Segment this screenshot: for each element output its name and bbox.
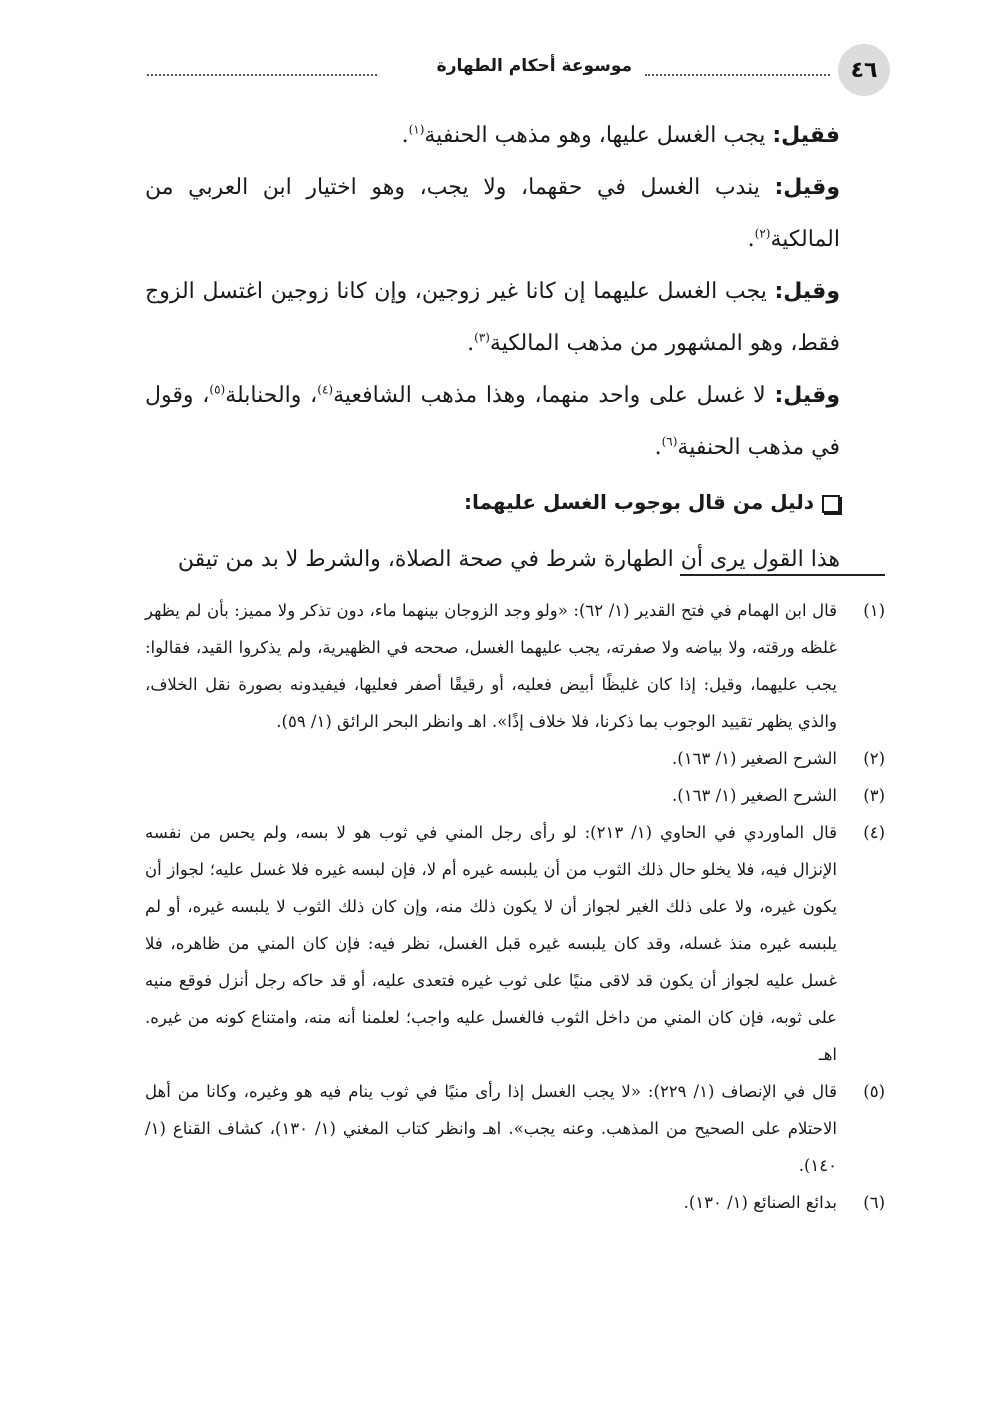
footnote-text: الشرح الصغير (١/ ١٦٣). — [672, 749, 837, 768]
footnote-text: قال في الإنصاف (١/ ٢٢٩): «لا يجب الغسل إذا رأى منيًا في ثوب ينام فيه هو وغيره، وكانا من أهل الاحتلام على الصحيح من المذهب. وعنه يجب». اهـ وانظر كتاب المغني (١/ ١٣٠)، كشاف القناع (١/ ١٤٠). — [145, 1082, 837, 1175]
paragraph-tail: . — [401, 123, 409, 148]
paragraph-text: لا غسل على واحد منهما، وهذا مذهب الشافعية — [333, 383, 775, 408]
footnote-number: (٢) — [863, 749, 885, 768]
footnote-text: قال ابن الهمام في فتح القدير (١/ ٦٢): «ولو وجد الزوجان بينهما ماء، دون تذكر ولا مميز: بأن لم يظهر غلظه ورقته، ولا بياضه ولا صفرته، يجب عليهما الغسل، صححه في الظهيرية، ولم يذكروا القيد، فقالوا: يجب عليهما، وقيل: إذا كان غليظًا أبيض فعليه، أو رقيقًا أصفر فعليها، فيفيدونه بصورة نقل الخلاف، والذي يظهر تقييد الوجوب بما ذكرنا، فلا خلاف إذًا». اهـ وانظر البحر الرائق (١/ ٥٩). — [145, 601, 838, 731]
footnote-text: قال الماوردي في الحاوي (١/ ٢١٣): لو رأى رجل المني في ثوب هو لا بسه، ولم يحس من نفسه الإنزال فيه، فلا يخلو حال ذلك الثوب من أن يلبسه غيره أم لا، فإن لبسه غيره فلا غسل عليه؛ لجواز أن يكون غيره، ولا على ذلك الغير لجواز أن لا يكون ذلك منه، وإن كان ذلك الثوب لا يلبسه غيره، أو لم يلبسه غيره منذ غسله، وقد كان يلبسه غيره قبل الغسل، نظر فيه: فإن كان المني من ظاهره، فلا غسل عليه لجواز أن يكون قد لاقى منيًا على ثوب غيره فتعدى عليه، أو قد حاكه رجل أنزل فوقع منيه على ثوبه، فإن كان المني من داخل الثوب فالغسل عليه واجب؛ لعلمنا أنه منه، وامتناع كونه من غيره. اهـ — [145, 823, 837, 1064]
header-dotted-rule-left — [147, 74, 377, 76]
page-number: ٤٦ — [838, 44, 890, 96]
footnote-ref[interactable]: (٥) — [209, 382, 226, 397]
paragraph-text: يجب الغسل عليهما إن كانا غير زوجين، وإن كانا زوجين اغتسل الزوج فقط، وهو المشهور من مذهب المالكية — [145, 279, 840, 356]
footnote-ref[interactable]: (٦) — [661, 434, 678, 449]
footnote-number: (٤) — [863, 823, 885, 842]
footnote-number: (١) — [863, 601, 885, 620]
footnote-item — [145, 592, 885, 740]
paragraph-lead: وقيل: — [774, 279, 840, 304]
paragraph-tail: . — [467, 331, 475, 356]
footnote-ref[interactable]: (٣) — [474, 330, 490, 345]
paragraph-text: ، وقول في مذهب الحنفية — [145, 383, 840, 460]
footnote-number: (٥) — [863, 1082, 885, 1101]
footnote-ref[interactable]: (٤) — [317, 382, 334, 397]
footnote-ref[interactable]: (٢) — [754, 226, 771, 241]
paragraph-tail: . — [747, 227, 755, 252]
paragraph-text: ، والحنابلة — [225, 383, 318, 408]
checkbox-icon — [822, 495, 840, 513]
footnote-ref[interactable]: (١) — [408, 122, 425, 137]
footnote-item — [145, 740, 885, 777]
footnote-text: الشرح الصغير (١/ ١٦٣). — [672, 786, 837, 805]
page-header — [145, 44, 890, 96]
paragraph-4 — [145, 370, 840, 474]
footnote-number: (٦) — [863, 1193, 885, 1212]
footnote-item — [145, 814, 885, 1073]
footnote-item — [145, 1073, 885, 1184]
paragraph-lead: فقيل: — [772, 123, 840, 148]
footnote-text: بدائع الصنائع (١/ ١٣٠). — [683, 1193, 837, 1212]
paragraph-3 — [145, 266, 840, 370]
section-heading-text: دليل من قال بوجوب الغسل عليهما: — [463, 490, 814, 514]
paragraph-text: يجب الغسل عليها، وهو مذهب الحنفية — [424, 123, 773, 148]
paragraph-tail: . — [654, 435, 662, 460]
footnotes — [145, 592, 885, 1221]
footnote-separator — [680, 574, 885, 576]
paragraph-5: هذا القول يرى أن الطهارة شرط في صحة الصلاة، والشرط لا بد من تيقن — [177, 547, 840, 572]
paragraph-2 — [145, 162, 840, 266]
footnote-number: (٣) — [863, 786, 885, 805]
paragraph-1 — [145, 110, 840, 162]
section-heading — [145, 476, 840, 528]
paragraph-text: يندب الغسل في حقهما، ولا يجب، وهو اختيار ابن العربي من المالكية — [145, 175, 840, 252]
footnote-item — [145, 1184, 885, 1221]
header-dotted-rule-right — [645, 74, 830, 76]
paragraph-lead: وقيل: — [774, 383, 840, 408]
paragraph-lead: وقيل: — [774, 175, 840, 200]
running-title: موسوعة أحكام الطهارة — [431, 56, 638, 76]
main-text — [145, 110, 840, 586]
footnote-item — [145, 777, 885, 814]
